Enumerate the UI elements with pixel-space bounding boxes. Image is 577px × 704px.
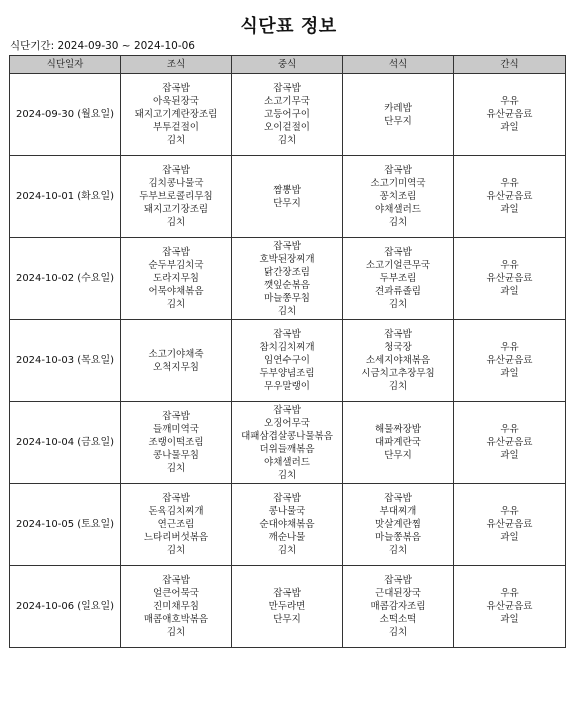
menu-item: 김치: [388, 299, 408, 310]
table-row: [10, 484, 566, 566]
menu-item: 잡곡밥: [384, 329, 412, 340]
table-header-row: [10, 56, 566, 74]
snack-cell: [454, 156, 566, 238]
table-row: [10, 320, 566, 402]
snack-cell: [454, 566, 566, 648]
menu-item: 잡곡밥: [162, 575, 190, 586]
menu-item: 우유: [500, 342, 519, 353]
menu-item: 소고기미역국: [370, 178, 426, 189]
breakfast-cell: [121, 484, 232, 566]
menu-item: 연근조림: [157, 519, 195, 530]
menu-item: 과일: [500, 614, 519, 625]
menu-item: 부투겉절이: [153, 122, 199, 133]
menu-item: 유산균음료: [486, 191, 533, 202]
menu-item: 우유: [500, 588, 519, 599]
menu-item: 소세지야채볶음: [365, 355, 431, 366]
menu-item: 유산균음료: [486, 437, 533, 448]
menu-item: 잡곡밥: [162, 247, 190, 258]
menu-item: 유산균음료: [486, 519, 533, 530]
menu-item: 잡곡밥: [273, 83, 301, 94]
menu-item: 잡곡밥: [162, 411, 190, 422]
menu-item: 돼지고기계란장조림: [134, 109, 218, 120]
menu-item: 김치: [388, 381, 408, 392]
menu-item: 우유: [500, 96, 519, 107]
menu-item: 잡곡밥: [162, 83, 190, 94]
menu-item: 오징어무국: [264, 417, 310, 429]
menu-item: 소고기야채죽: [148, 348, 204, 360]
menu-item: 근대된장국: [375, 588, 421, 599]
table-row: [10, 156, 566, 238]
menu-item: 견과류졸림: [375, 286, 421, 297]
breakfast-cell: [121, 402, 232, 484]
table-row: [10, 238, 566, 320]
meal-date-cell: 2024-10-05 (토요일): [10, 484, 121, 566]
menu-item: 대파계란국: [375, 437, 421, 448]
dinner-cell: [343, 484, 454, 566]
menu-item: 김치: [166, 463, 186, 474]
menu-item: 잡곡밥: [273, 588, 301, 599]
menu-item: 진미채무침: [153, 601, 199, 612]
snack-cell: [454, 320, 566, 402]
menu-item: 김치: [388, 217, 408, 228]
menu-item: 야채샐러드: [375, 204, 421, 215]
menu-item: 조랭이떡조림: [148, 437, 204, 448]
menu-item: 유산균음료: [486, 355, 533, 366]
menu-item: 무우말랭이: [264, 381, 310, 392]
snack-menu-list: [454, 95, 565, 134]
meal-date-cell: 2024-09-30 (월요일): [10, 74, 121, 156]
lunch-menu-list: [232, 240, 342, 318]
menu-item: 잡곡밥: [384, 247, 412, 258]
lunch-cell: [232, 566, 343, 648]
menu-item: 김치: [166, 217, 186, 228]
breakfast-menu-list: [121, 574, 231, 639]
menu-item: 만두라면: [268, 601, 306, 612]
menu-item: 해물짜장밥: [375, 424, 421, 435]
menu-item: 두부브로콜리무침: [139, 191, 213, 202]
breakfast-menu-list: [121, 410, 231, 475]
breakfast-cell: [121, 238, 232, 320]
menu-item: 소떡소떡: [379, 614, 417, 625]
menu-item: 마늘쫑무침: [264, 292, 310, 304]
menu-item: 김치콩나물국: [148, 178, 204, 189]
snack-cell: [454, 74, 566, 156]
menu-item: 짬뽕밥: [273, 184, 301, 196]
breakfast-cell: [121, 156, 232, 238]
lunch-cell: [232, 238, 343, 320]
table-row: [10, 74, 566, 156]
menu-item: 유산균음료: [486, 109, 533, 120]
menu-item: 단무지: [384, 115, 412, 127]
dinner-menu-list: [343, 492, 453, 557]
menu-item: 두부조림: [379, 273, 417, 284]
breakfast-cell: [121, 566, 232, 648]
snack-cell: [454, 484, 566, 566]
menu-item: 유산균음료: [486, 273, 533, 284]
lunch-cell: [232, 74, 343, 156]
menu-item: 매콤감자조림: [370, 601, 426, 612]
meal-date-cell: 2024-10-01 (화요일): [10, 156, 121, 238]
menu-item: 깨순나물: [268, 532, 306, 543]
menu-item: 잡곡밥: [384, 575, 412, 586]
menu-item: 과일: [500, 204, 519, 215]
menu-item: 들깨미역국: [153, 424, 199, 435]
breakfast-cell: [121, 74, 232, 156]
dinner-cell: [343, 74, 454, 156]
snack-menu-list: [454, 259, 565, 298]
menu-item: 김치: [277, 135, 297, 146]
meal-date-cell: 2024-10-06 (일요일): [10, 566, 121, 648]
header-lunch: 중식: [232, 56, 343, 74]
lunch-cell: [232, 402, 343, 484]
menu-item: 얼큰어묵국: [153, 588, 199, 599]
menu-item: 김치: [277, 305, 297, 317]
menu-item: 김치: [166, 299, 186, 310]
menu-item: 김치: [388, 545, 408, 556]
table-row: [10, 402, 566, 484]
menu-item: 유산균음료: [486, 601, 533, 612]
menu-item: 잡곡밥: [273, 404, 301, 416]
menu-item: 단무지: [273, 614, 301, 625]
menu-item: 우유: [500, 424, 519, 435]
page-title: 식단표 정보: [240, 16, 337, 37]
menu-item: 어묵야채볶음: [148, 286, 204, 297]
snack-menu-list: [454, 177, 565, 216]
menu-item: 느타리버섯볶음: [143, 532, 209, 543]
menu-item: 김치: [166, 545, 186, 556]
menu-item: 잡곡밥: [384, 493, 412, 504]
dinner-cell: [343, 156, 454, 238]
menu-item: 콩나물국: [268, 506, 306, 517]
menu-item: 잡곡밥: [273, 329, 301, 340]
menu-item: 두부양념조림: [259, 368, 315, 379]
menu-item: 우유: [500, 260, 519, 271]
menu-item: 아욱된장국: [153, 96, 199, 107]
menu-item: 오척지무침: [153, 361, 199, 373]
menu-item: 잡곡밥: [384, 165, 412, 176]
header-breakfast: 조식: [121, 56, 232, 74]
menu-item: 돼지고기장조림: [143, 204, 209, 215]
menu-item: 도라지무침: [153, 273, 199, 284]
menu-item: 과일: [500, 122, 519, 133]
header-snack: 간식: [454, 56, 566, 74]
dinner-menu-list: [343, 328, 453, 393]
meal-date-cell: 2024-10-03 (목요일): [10, 320, 121, 402]
menu-item: 과일: [500, 286, 519, 297]
menu-item: 김치: [388, 627, 408, 638]
menu-item: 순두부김치국: [148, 260, 204, 271]
menu-item: 잡곡밥: [273, 493, 301, 504]
lunch-cell: [232, 156, 343, 238]
lunch-menu-list: [232, 492, 342, 557]
menu-item: 청국장: [384, 342, 412, 353]
breakfast-menu-list: [121, 246, 231, 311]
dinner-menu-list: [343, 423, 453, 462]
menu-item: 더위들깨볶음: [259, 443, 315, 455]
menu-item: 호박된장찌개: [259, 253, 315, 265]
menu-item: 깻잎순볶음: [264, 279, 310, 291]
table-body: [10, 74, 566, 648]
menu-item: 김치: [166, 627, 186, 638]
menu-item: 닭간장조림: [264, 266, 310, 278]
menu-item: 김치: [166, 135, 186, 146]
lunch-menu-list: [232, 184, 342, 210]
dinner-menu-list: [343, 574, 453, 639]
menu-item: 소고기얼큰무국: [365, 260, 431, 271]
menu-item: 부대찌개: [379, 506, 417, 517]
menu-item: 맛살계란찜: [375, 519, 421, 530]
snack-cell: [454, 402, 566, 484]
menu-item: 김치: [277, 469, 297, 481]
breakfast-menu-list: [121, 164, 231, 229]
meal-table: [9, 55, 566, 648]
dinner-cell: [343, 238, 454, 320]
dinner-menu-list: [343, 246, 453, 311]
menu-item: 단무지: [273, 197, 301, 209]
dinner-cell: [343, 320, 454, 402]
breakfast-menu-list: [121, 348, 231, 374]
menu-item: 매콤애호박볶음: [143, 614, 209, 625]
dinner-menu-list: [343, 102, 453, 128]
menu-item: 마늘쫑볶음: [375, 532, 421, 543]
lunch-menu-list: [232, 404, 342, 482]
breakfast-menu-list: [121, 492, 231, 557]
menu-item: 김치: [277, 545, 297, 556]
menu-item: 우유: [500, 178, 519, 189]
menu-item: 과일: [500, 368, 519, 379]
dinner-cell: [343, 566, 454, 648]
header-date: 식단일자: [10, 56, 121, 74]
header-dinner: 석식: [343, 56, 454, 74]
lunch-cell: [232, 484, 343, 566]
lunch-cell: [232, 320, 343, 402]
menu-item: 꽁치조림: [379, 191, 417, 202]
menu-item: 과일: [500, 532, 519, 543]
menu-item: 잡곡밥: [162, 165, 190, 176]
menu-item: 단무지: [384, 450, 412, 461]
meal-date-cell: 2024-10-04 (금요일): [10, 402, 121, 484]
menu-item: 소고기무국: [264, 96, 310, 107]
snack-menu-list: [454, 341, 565, 380]
menu-item: 과일: [500, 450, 519, 461]
menu-item: 고등어구이: [264, 109, 310, 120]
menu-item: 임연수구이: [264, 355, 310, 366]
dinner-menu-list: [343, 164, 453, 229]
menu-item: 잡곡밥: [273, 240, 301, 252]
menu-item: 콩나물무침: [153, 450, 199, 461]
meal-date-cell: 2024-10-02 (수요일): [10, 238, 121, 320]
menu-item: 대패삼겹살콩나물볶음: [241, 430, 333, 442]
menu-item: 잡곡밥: [162, 493, 190, 504]
breakfast-menu-list: [121, 82, 231, 147]
dinner-cell: [343, 402, 454, 484]
snack-menu-list: [454, 423, 565, 462]
menu-item: 참치김치찌개: [259, 342, 315, 353]
menu-item: 야채샐러드: [264, 456, 310, 468]
lunch-menu-list: [232, 82, 342, 147]
menu-item: 오이겉절이: [264, 122, 310, 133]
lunch-menu-list: [232, 587, 342, 626]
breakfast-cell: [121, 320, 232, 402]
table-row: [10, 566, 566, 648]
meal-period: 식단기간: 2024-09-30 ~ 2024-10-06: [10, 40, 195, 52]
menu-item: 시금치고추장무침: [361, 368, 435, 379]
snack-menu-list: [454, 587, 565, 626]
snack-cell: [454, 238, 566, 320]
menu-item: 우유: [500, 506, 519, 517]
menu-item: 순대야채볶음: [259, 519, 315, 530]
snack-menu-list: [454, 505, 565, 544]
menu-item: 돈육김치찌개: [148, 506, 204, 517]
lunch-menu-list: [232, 328, 342, 393]
menu-item: 카레밥: [384, 102, 412, 114]
